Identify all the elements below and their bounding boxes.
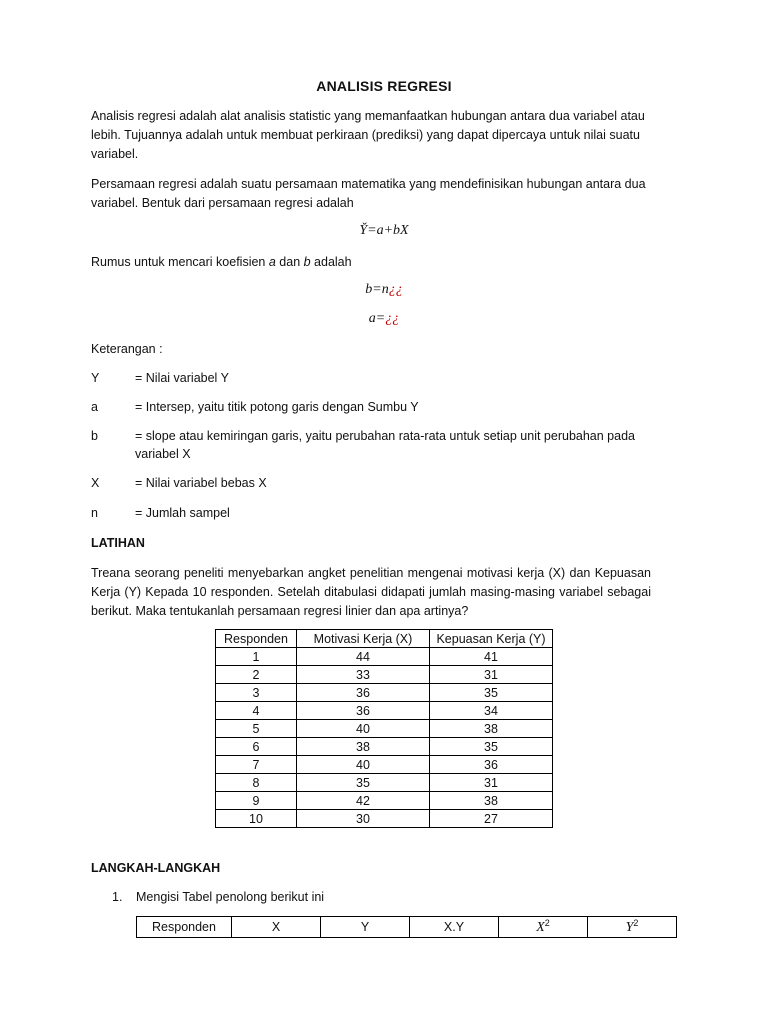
latihan-heading: LATIHAN <box>91 536 145 550</box>
cell-x: 35 <box>297 774 430 792</box>
cell-x: 36 <box>297 684 430 702</box>
keterangan-definition: = Jumlah sampel <box>135 506 230 520</box>
cell-y: 38 <box>430 720 553 738</box>
cell-y: 34 <box>430 702 553 720</box>
keterangan-definition: = Nilai variabel Y <box>135 371 229 385</box>
cell-x: 38 <box>297 738 430 756</box>
coef-text-3: adalah <box>310 255 352 269</box>
cell-x: 42 <box>297 792 430 810</box>
regression-equation: Y̌=a+bX <box>359 223 409 238</box>
keterangan-definition: = Intersep, yaitu titik potong garis dengan Sumbu Y <box>135 400 419 414</box>
coef-a-symbol: a <box>268 255 276 269</box>
langkah-heading: LANGKAH-LANGKAH <box>91 861 221 875</box>
keterangan-symbol: Y <box>91 371 100 385</box>
cell-responden: 8 <box>216 774 297 792</box>
table-row <box>216 756 553 774</box>
helper-header-x: X <box>232 917 321 938</box>
table-row <box>216 810 553 828</box>
cell-y: 38 <box>430 792 553 810</box>
table-row <box>216 792 553 810</box>
table-row <box>216 666 553 684</box>
cell-x: 40 <box>297 756 430 774</box>
table-row <box>216 738 553 756</box>
step-1 <box>112 888 672 907</box>
table-row <box>216 702 553 720</box>
cell-x: 40 <box>297 720 430 738</box>
cell-y: 31 <box>430 774 553 792</box>
cell-y: 36 <box>430 756 553 774</box>
helper-header-row <box>137 917 677 938</box>
coef-text-2: dan <box>275 255 304 269</box>
formula-a-prefix: a= <box>368 311 386 326</box>
formula-b-glyphs: ¿¿ <box>388 282 403 297</box>
keterangan-symbol: a <box>91 400 98 414</box>
cell-x: 36 <box>297 702 430 720</box>
keterangan-title: Keterangan : <box>91 342 163 356</box>
cell-responden: 4 <box>216 702 297 720</box>
table-header-row <box>216 630 553 648</box>
helper-header-x-squared <box>499 917 588 938</box>
formula-a-glyphs: ¿¿ <box>385 311 400 326</box>
cell-y: 27 <box>430 810 553 828</box>
cell-responden: 1 <box>216 648 297 666</box>
latihan-paragraph: Treana seorang peneliti menyebarkan angket penelitian mengenai motivasi kerja (X) dan Kepuasan Kerja (Y) Kepada 10 responden. Setelah ditabulasi didapati jumlah masing-masing variabel sebagai berikut. Maka tentukanlah persamaan regresi linier dan apa artinya? <box>91 566 651 618</box>
cell-x: 30 <box>297 810 430 828</box>
table-row <box>216 648 553 666</box>
cell-x: 44 <box>297 648 430 666</box>
cell-responden: 7 <box>216 756 297 774</box>
column-header: Responden <box>216 630 297 648</box>
step-1-number: 1. <box>112 890 123 904</box>
keterangan-definition: = slope atau kemiringan garis, yaitu perubahan rata-rata untuk setiap unit perubahan pada variabel X <box>135 429 635 461</box>
helper-header-y: Y <box>321 917 410 938</box>
y2-exponent: 2 <box>633 917 639 928</box>
x2-exponent: 2 <box>544 917 550 928</box>
formula-a <box>0 311 768 327</box>
keterangan-symbol: b <box>91 429 98 443</box>
formula-b <box>0 282 768 298</box>
cell-responden: 6 <box>216 738 297 756</box>
coef-b-symbol: b <box>303 255 311 269</box>
data-table <box>215 629 553 828</box>
formula-b-prefix: b=n <box>365 282 389 297</box>
table-row <box>216 774 553 792</box>
cell-responden: 10 <box>216 810 297 828</box>
cell-responden: 5 <box>216 720 297 738</box>
coefficient-intro <box>91 253 651 272</box>
step-1-text: Mengisi Tabel penolong berikut ini <box>136 890 325 904</box>
page-title: ANALISIS REGRESI <box>316 78 452 94</box>
helper-header-xy: X.Y <box>410 917 499 938</box>
cell-y: 35 <box>430 684 553 702</box>
table-row <box>216 720 553 738</box>
cell-responden: 9 <box>216 792 297 810</box>
coef-text-1: Rumus untuk mencari koefisien <box>91 255 269 269</box>
cell-y: 35 <box>430 738 553 756</box>
keterangan-definition: = Nilai variabel bebas X <box>135 476 267 490</box>
keterangan-symbol: X <box>91 476 100 490</box>
definition-paragraph: Persamaan regresi adalah suatu persamaan matematika yang mendefinisikan hubungan antara dua variabel. Bentuk dari persamaan regresi adalah <box>91 177 646 210</box>
cell-responden: 3 <box>216 684 297 702</box>
x2-base: X <box>536 920 545 936</box>
y2-base: Y <box>625 920 634 936</box>
cell-y: 31 <box>430 666 553 684</box>
helper-header-responden: Responden <box>137 917 232 938</box>
cell-y: 41 <box>430 648 553 666</box>
column-header: Motivasi Kerja (X) <box>297 630 430 648</box>
cell-responden: 2 <box>216 666 297 684</box>
helper-table <box>136 916 677 938</box>
table-row <box>216 684 553 702</box>
column-header: Kepuasan Kerja (Y) <box>430 630 553 648</box>
cell-x: 33 <box>297 666 430 684</box>
intro-paragraph: Analisis regresi adalah alat analisis statistic yang memanfaatkan hubungan antara dua variabel atau lebih. Tujuannya adalah untuk membuat perkiraan (prediksi) yang dapat dipercaya untuk nilai suatu variabel. <box>91 109 645 161</box>
helper-header-y-squared <box>588 917 677 938</box>
keterangan-symbol: n <box>91 506 98 520</box>
